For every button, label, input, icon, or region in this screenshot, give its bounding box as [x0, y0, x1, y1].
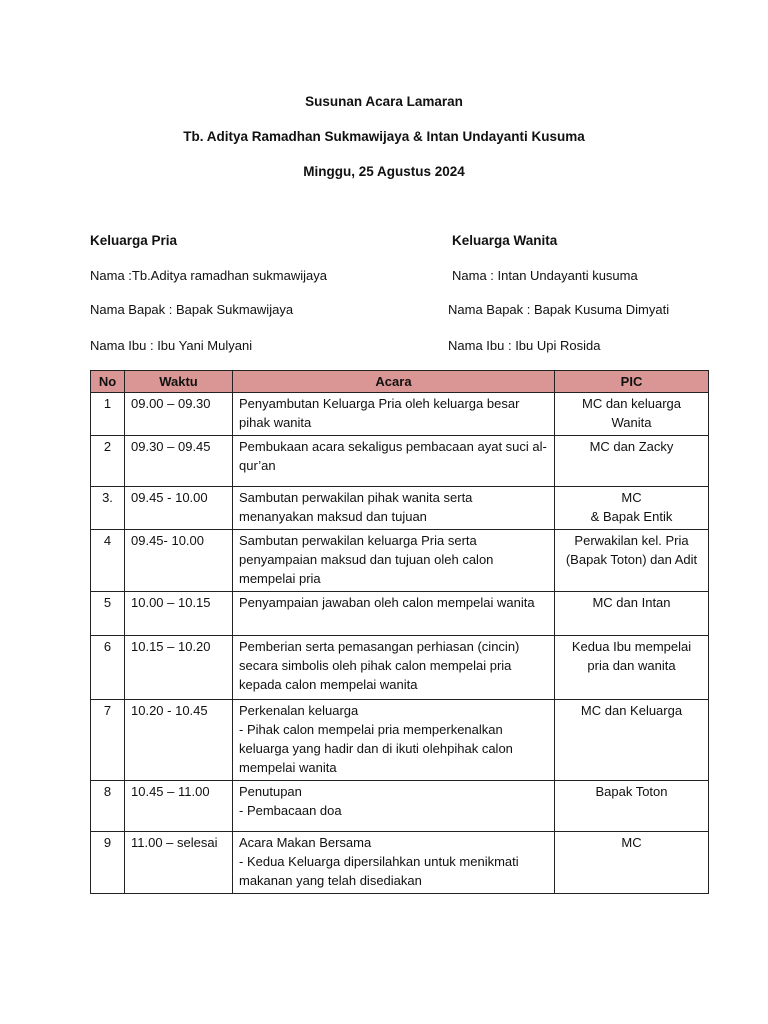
row-pic: Perwakilan kel. Pria (Bapak Toton) dan Adit — [555, 530, 709, 592]
row-no: 1 — [91, 393, 125, 436]
table-row — [91, 592, 709, 636]
row-no: 3. — [91, 487, 125, 530]
table-row — [91, 636, 709, 700]
document-title: Susunan Acara Lamaran — [305, 94, 463, 109]
row-no: 4 — [91, 530, 125, 592]
row-waktu: 09.45- 10.00 — [125, 530, 233, 592]
schedule-table — [90, 370, 709, 894]
event-date: Minggu, 25 Agustus 2024 — [303, 164, 465, 179]
row-no: 8 — [91, 781, 125, 832]
row-no: 5 — [91, 592, 125, 636]
row-waktu: 10.00 – 10.15 — [125, 592, 233, 636]
row-waktu: 11.00 – selesai — [125, 832, 233, 894]
header-acara: Acara — [233, 371, 555, 393]
row-waktu: 09.30 – 09.45 — [125, 436, 233, 487]
table-row — [91, 393, 709, 436]
header-pic: PIC — [555, 371, 709, 393]
pria-bapak: Nama Bapak : Bapak Sukmawijaya — [90, 302, 294, 317]
row-pic: MC dan Intan — [555, 592, 709, 636]
row-acara: Pemberian serta pemasangan perhiasan (cincin) secara simbolis oleh pihak calon mempelai pria kepada calon mempelai wanita — [233, 636, 555, 700]
header-no: No — [91, 371, 125, 393]
row-waktu: 09.00 – 09.30 — [125, 393, 233, 436]
pria-ibu: Nama Ibu : Ibu Yani Mulyani — [90, 338, 253, 353]
pria-nama: Nama :Tb.Aditya ramadhan sukmawijaya — [90, 268, 327, 283]
row-acara: Sambutan perwakilan keluarga Pria serta penyampaian maksud dan tujuan oleh calon mempelai pria — [233, 530, 555, 592]
wanita-ibu: Nama Ibu : Ibu Upi Rosida — [448, 338, 601, 353]
row-acara: Penyampaian jawaban oleh calon mempelai wanita — [233, 592, 555, 636]
row-pic: Kedua Ibu mempelai pria dan wanita — [555, 636, 709, 700]
row-pic: MC dan Zacky — [555, 436, 709, 487]
row-no: 6 — [91, 636, 125, 700]
row-acara: Perkenalan keluarga - Pihak calon mempelai pria memperkenalkan keluarga yang hadir dan di ikuti olehpihak calon mempelai wanita — [233, 700, 555, 781]
table-row — [91, 832, 709, 894]
row-acara: Acara Makan Bersama - Kedua Keluarga dipersilahkan untuk menikmati makanan yang telah disediakan — [233, 832, 555, 894]
wanita-bapak: Nama Bapak : Bapak Kusuma Dimyati — [448, 302, 670, 317]
row-pic: MC dan keluarga Wanita — [555, 393, 709, 436]
row-no: 2 — [91, 436, 125, 487]
table-header-row — [91, 371, 709, 393]
row-no: 7 — [91, 700, 125, 781]
row-acara: Sambutan perwakilan pihak wanita serta menanyakan maksud dan tujuan — [233, 487, 555, 530]
row-acara: Pembukaan acara sekaligus pembacaan ayat suci al-qur’an — [233, 436, 555, 487]
table-row — [91, 700, 709, 781]
row-waktu: 10.15 – 10.20 — [125, 636, 233, 700]
row-pic: Bapak Toton — [555, 781, 709, 832]
table-row — [91, 436, 709, 487]
table-row — [91, 530, 709, 592]
row-pic: MC dan Keluarga — [555, 700, 709, 781]
row-acara: Penyambutan Keluarga Pria oleh keluarga besar pihak wanita — [233, 393, 555, 436]
header-waktu: Waktu — [125, 371, 233, 393]
table-row — [91, 781, 709, 832]
row-pic: MC — [555, 832, 709, 894]
wanita-nama: Nama : Intan Undayanti kusuma — [452, 268, 638, 283]
row-no: 9 — [91, 832, 125, 894]
couple-names: Tb. Aditya Ramadhan Sukmawijaya & Intan Undayanti Kusuma — [183, 129, 585, 144]
table-row — [91, 487, 709, 530]
family-pria-heading: Keluarga Pria — [90, 233, 178, 248]
row-pic: MC & Bapak Entik — [555, 487, 709, 530]
row-waktu: 10.20 - 10.45 — [125, 700, 233, 781]
row-waktu: 09.45 - 10.00 — [125, 487, 233, 530]
row-acara: Penutupan - Pembacaan doa — [233, 781, 555, 832]
family-wanita-heading: Keluarga Wanita — [452, 233, 558, 248]
row-waktu: 10.45 – 11.00 — [125, 781, 233, 832]
